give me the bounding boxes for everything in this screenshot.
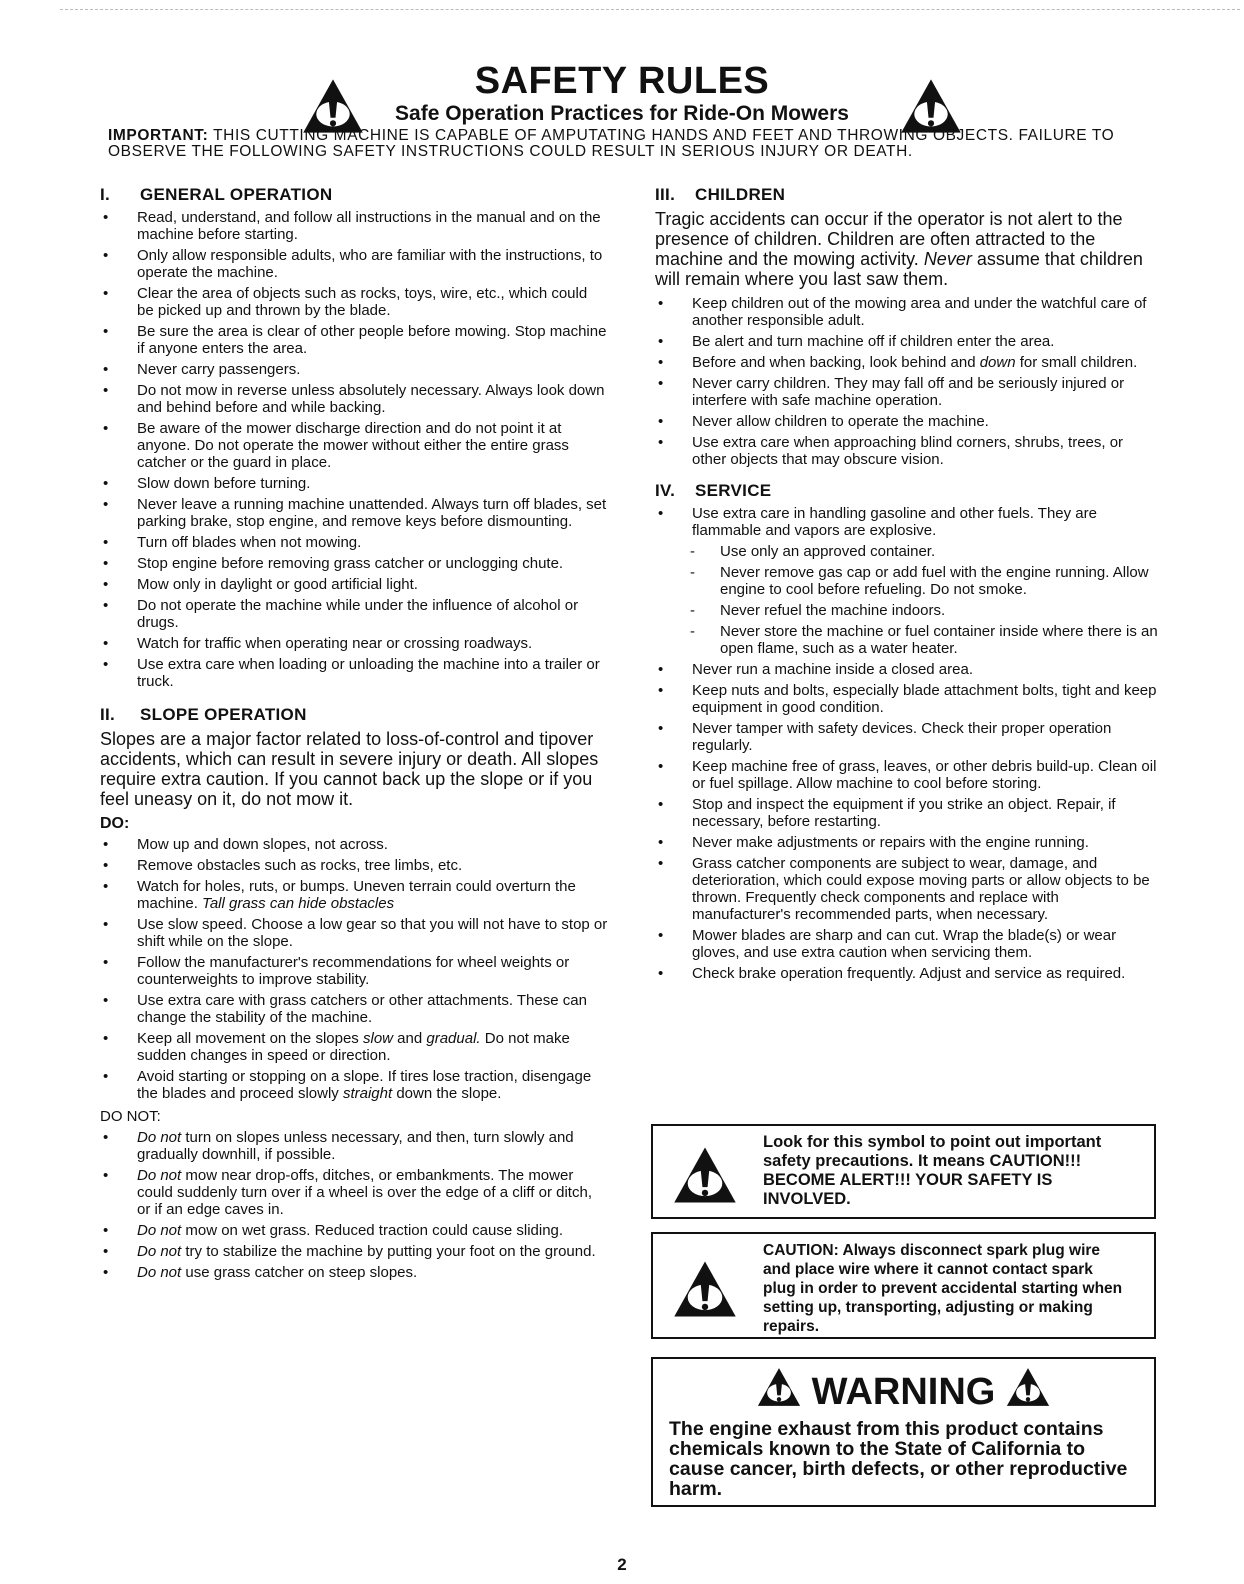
do-list	[100, 836, 608, 1102]
list-item: • Never carry children. They may fall off and be seriously injured or interfere with safe machine operation.	[655, 375, 1160, 409]
list-item: • Do not mow near drop-offs, ditches, or embankments. The mower could suddenly turn over if a wheel is over the edge of a cliff or ditch, or if an edge caves in.	[100, 1167, 608, 1218]
list-item: • Never tamper with safety devices. Check their proper operation regularly.	[655, 720, 1160, 754]
important-label: IMPORTANT:	[108, 127, 209, 144]
list-item: • Stop engine before removing grass catcher or unclogging chute.	[100, 555, 608, 572]
list-item: • Use extra care when approaching blind corners, shrubs, trees, or other objects that may obscure vision.	[655, 434, 1160, 468]
list-item: • Do not operate the machine while under the influence of alcohol or drugs.	[100, 597, 608, 631]
list-item: • Do not use grass catcher on steep slopes.	[100, 1264, 608, 1281]
list-item: • Do not mow on wet grass. Reduced traction could cause sliding.	[100, 1222, 608, 1239]
list-item: • Mow up and down slopes, not across.	[100, 836, 608, 853]
list-item: • Keep all movement on the slopes slow and gradual. Do not make sudden changes in speed or direction.	[100, 1030, 608, 1064]
list-item: • Keep machine free of grass, leaves, or other debris build-up. Clean oil or fuel spillage. Allow machine to cool before storing.	[655, 758, 1160, 792]
warning-triangle-icon	[757, 1367, 801, 1407]
list-item: • Watch for traffic when operating near or crossing roadways.	[100, 635, 608, 652]
list-item: • Avoid starting or stopping on a slope. If tires lose traction, disengage the blades and proceed slowly straight down the slope.	[100, 1068, 608, 1102]
service-list	[655, 505, 1160, 982]
warning-triangle-icon	[673, 1146, 737, 1204]
list-item: • Clear the area of objects such as rocks, toys, wire, etc., which could be picked up and thrown by the blade.	[100, 285, 608, 319]
list-item: • Never carry passengers.	[100, 361, 608, 378]
left-column	[100, 186, 608, 1285]
list-item: • Use extra care when loading or unloading the machine into a trailer or truck.	[100, 656, 608, 690]
list-subitem: - Never remove gas cap or add fuel with the engine running. Allow engine to cool before refueling. Do not smoke.	[655, 564, 1160, 598]
section-heading-slope: II. SLOPE OPERATION	[100, 705, 307, 724]
page-title: SAFETY RULES	[474, 60, 770, 102]
warning-triangle-icon	[1006, 1367, 1050, 1407]
section-heading-general: I. GENERAL OPERATION	[100, 185, 333, 204]
list-item: • Keep children out of the mowing area and under the watchful care of another responsible adult.	[655, 295, 1160, 329]
warning-box	[651, 1357, 1156, 1507]
children-list	[655, 295, 1160, 468]
list-item: • Keep nuts and bolts, especially blade attachment bolts, tight and keep equipment in good condition.	[655, 682, 1160, 716]
symbol-notice-box	[651, 1124, 1156, 1219]
list-item: • Remove obstacles such as rocks, tree limbs, etc.	[100, 857, 608, 874]
list-subitem: - Never refuel the machine indoors.	[655, 602, 1160, 619]
list-item: • Read, understand, and follow all instructions in the manual and on the machine before starting.	[100, 209, 608, 243]
symbol-notice-text: Look for this symbol to point out important safety precautions. It means CAUTION!!! BECOME ALERT!!! YOUR SAFETY IS INVOLVED.	[763, 1133, 1102, 1208]
list-item: • Never allow children to operate the machine.	[655, 413, 1160, 430]
warning-triangle-icon	[900, 78, 962, 134]
list-subitem: - Never store the machine or fuel container inside where there is an open flame, such as a water heater.	[655, 623, 1160, 657]
page-number: 2	[617, 1555, 627, 1574]
list-item: • Mower blades are sharp and can cut. Wrap the blade(s) or wear gloves, and use extra caution when servicing them.	[655, 927, 1160, 961]
list-item: • Before and when backing, look behind and down for small children.	[655, 354, 1160, 371]
warning-heading: WARNING	[653, 1367, 1154, 1414]
list-item: • Never make adjustments or repairs with the engine running.	[655, 834, 1160, 851]
important-text: THIS CUTTING MACHINE IS CAPABLE OF AMPUTATING HANDS AND FEET AND THROWING OBJECTS. FAILURE TO OBSERVE THE FOLLOWING SAFETY INSTRUCTIONS COULD RESULT IN SERIOUS INJURY OR DEATH.	[108, 127, 1115, 160]
list-item: • Slow down before turning.	[100, 475, 608, 492]
list-item: • Be sure the area is clear of other people before mowing. Stop machine if anyone enters the area.	[100, 323, 608, 357]
list-item: • Check brake operation frequently. Adjust and service as required.	[655, 965, 1160, 982]
list-item: • Stop and inspect the equipment if you strike an object. Repair, if necessary, before restarting.	[655, 796, 1160, 830]
children-intro: Tragic accidents can occur if the operator is not alert to the presence of children. Children are often attracted to the machine and the mowing activity. Never assume that children will remain where you last saw them.	[655, 209, 1143, 289]
caution-text: CAUTION: Always disconnect spark plug wire and place wire where it cannot contact spark plug in order to prevent accidental starting when setting up, transporting, adjusting or making repairs.	[763, 1242, 1123, 1335]
list-item: • Be aware of the mower discharge direction and do not point it at anyone. Do not operate the mower without either the entire grass catcher or the guard in place.	[100, 420, 608, 471]
caution-box	[651, 1232, 1156, 1339]
warning-text: The engine exhaust from this product contains chemicals known to the State of California to cause cancer, birth defects, or other reproductive harm.	[669, 1418, 1128, 1500]
right-column	[655, 186, 1160, 986]
list-item: • Be alert and turn machine off if children enter the area.	[655, 333, 1160, 350]
section-heading-service: IV. SERVICE	[655, 481, 772, 500]
list-item: • Use extra care with grass catchers or other attachments. These can change the stability of the machine.	[100, 992, 608, 1026]
list-item: • Do not turn on slopes unless necessary, and then, turn slowly and gradually downhill, if possible.	[100, 1129, 608, 1163]
list-item: • Do not try to stabilize the machine by putting your foot on the ground.	[100, 1243, 608, 1260]
list-item: • Use slow speed. Choose a low gear so that you will not have to stop or shift while on the slope.	[100, 916, 608, 950]
general-list	[100, 209, 608, 690]
list-item: • Watch for holes, ruts, or bumps. Uneven terrain could overturn the machine. Tall grass can hide obstacles	[100, 878, 608, 912]
list-item: • Follow the manufacturer's recommendations for wheel weights or counterweights to improve stability.	[100, 954, 608, 988]
section-heading-children: III. CHILDREN	[655, 185, 786, 204]
list-item: • Never run a machine inside a closed area.	[655, 661, 1160, 678]
list-item: • Turn off blades when not mowing.	[100, 534, 608, 551]
list-subitem: - Use only an approved container.	[655, 543, 1160, 560]
donot-label: DO NOT:	[100, 1108, 161, 1125]
list-item: • Only allow responsible adults, who are familiar with the instructions, to operate the machine.	[100, 247, 608, 281]
important-notice	[108, 128, 1163, 160]
donot-list	[100, 1129, 608, 1281]
list-item: • Use extra care in handling gasoline and other fuels. They are flammable and vapors are explosive.	[655, 505, 1160, 539]
warning-triangle-icon	[673, 1260, 737, 1318]
list-item: • Mow only in daylight or good artificial light.	[100, 576, 608, 593]
list-item: • Do not mow in reverse unless absolutely necessary. Always look down and behind before and while backing.	[100, 382, 608, 416]
scan-edge-line	[60, 9, 1240, 10]
slope-intro: Slopes are a major factor related to loss-of-control and tipover accidents, which can result in severe injury or death. All slopes require extra caution. If you cannot back up the slope or if you feel uneasy on it, do not mow it.	[100, 729, 599, 809]
page-subtitle: Safe Operation Practices for Ride-On Mowers	[395, 102, 849, 125]
list-item: • Grass catcher components are subject to wear, damage, and deterioration, which could expose moving parts or allow objects to be thrown. Frequently check components and replace with manufacturer's recommended parts, when necessary.	[655, 855, 1160, 923]
list-item: • Never leave a running machine unattended. Always turn off blades, set parking brake, stop engine, and remove keys before dismounting.	[100, 496, 608, 530]
do-label: DO:	[100, 815, 130, 832]
